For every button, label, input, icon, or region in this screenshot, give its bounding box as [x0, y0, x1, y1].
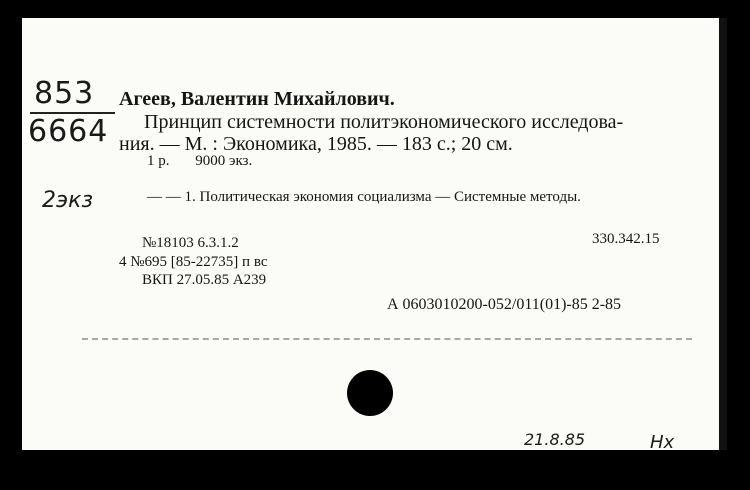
call-number-top: 853	[34, 76, 95, 111]
publication-code: А 0603010200-052/011(01)-85 2-85	[387, 296, 622, 313]
title-line-1: Принцип системности политэкономического исследова-	[144, 111, 624, 133]
reference-line-3: ВКП 27.05.85 А239	[142, 272, 267, 288]
price-line	[147, 153, 274, 170]
handwritten-date: 21.8.85	[524, 430, 586, 449]
udc-classification: 330.342.15	[592, 231, 660, 247]
author-heading: Агеев, Валентин Михайлович.	[119, 88, 395, 110]
reference-line-1: №18103 6.3.1.2	[142, 235, 239, 251]
print-run: 9000 экз.	[195, 153, 253, 169]
punch-hole	[347, 370, 393, 416]
handwritten-initials: Нх	[650, 432, 675, 453]
copies-note: 2экз	[42, 188, 94, 213]
catalog-card	[22, 18, 719, 453]
dashed-divider	[82, 338, 692, 340]
reference-line-2: 4 №695 [85-22735] п вс	[119, 254, 268, 270]
card-edge	[719, 18, 727, 450]
subject-heading: — — 1. Политическая экономия социализма — Системные методы.	[147, 189, 581, 205]
call-number-bottom: 6664	[28, 114, 109, 149]
price: 1 р.	[147, 153, 170, 169]
title-line-2: ния. — М. : Экономика, 1985. — 183 с.; 20 см.	[119, 133, 513, 155]
